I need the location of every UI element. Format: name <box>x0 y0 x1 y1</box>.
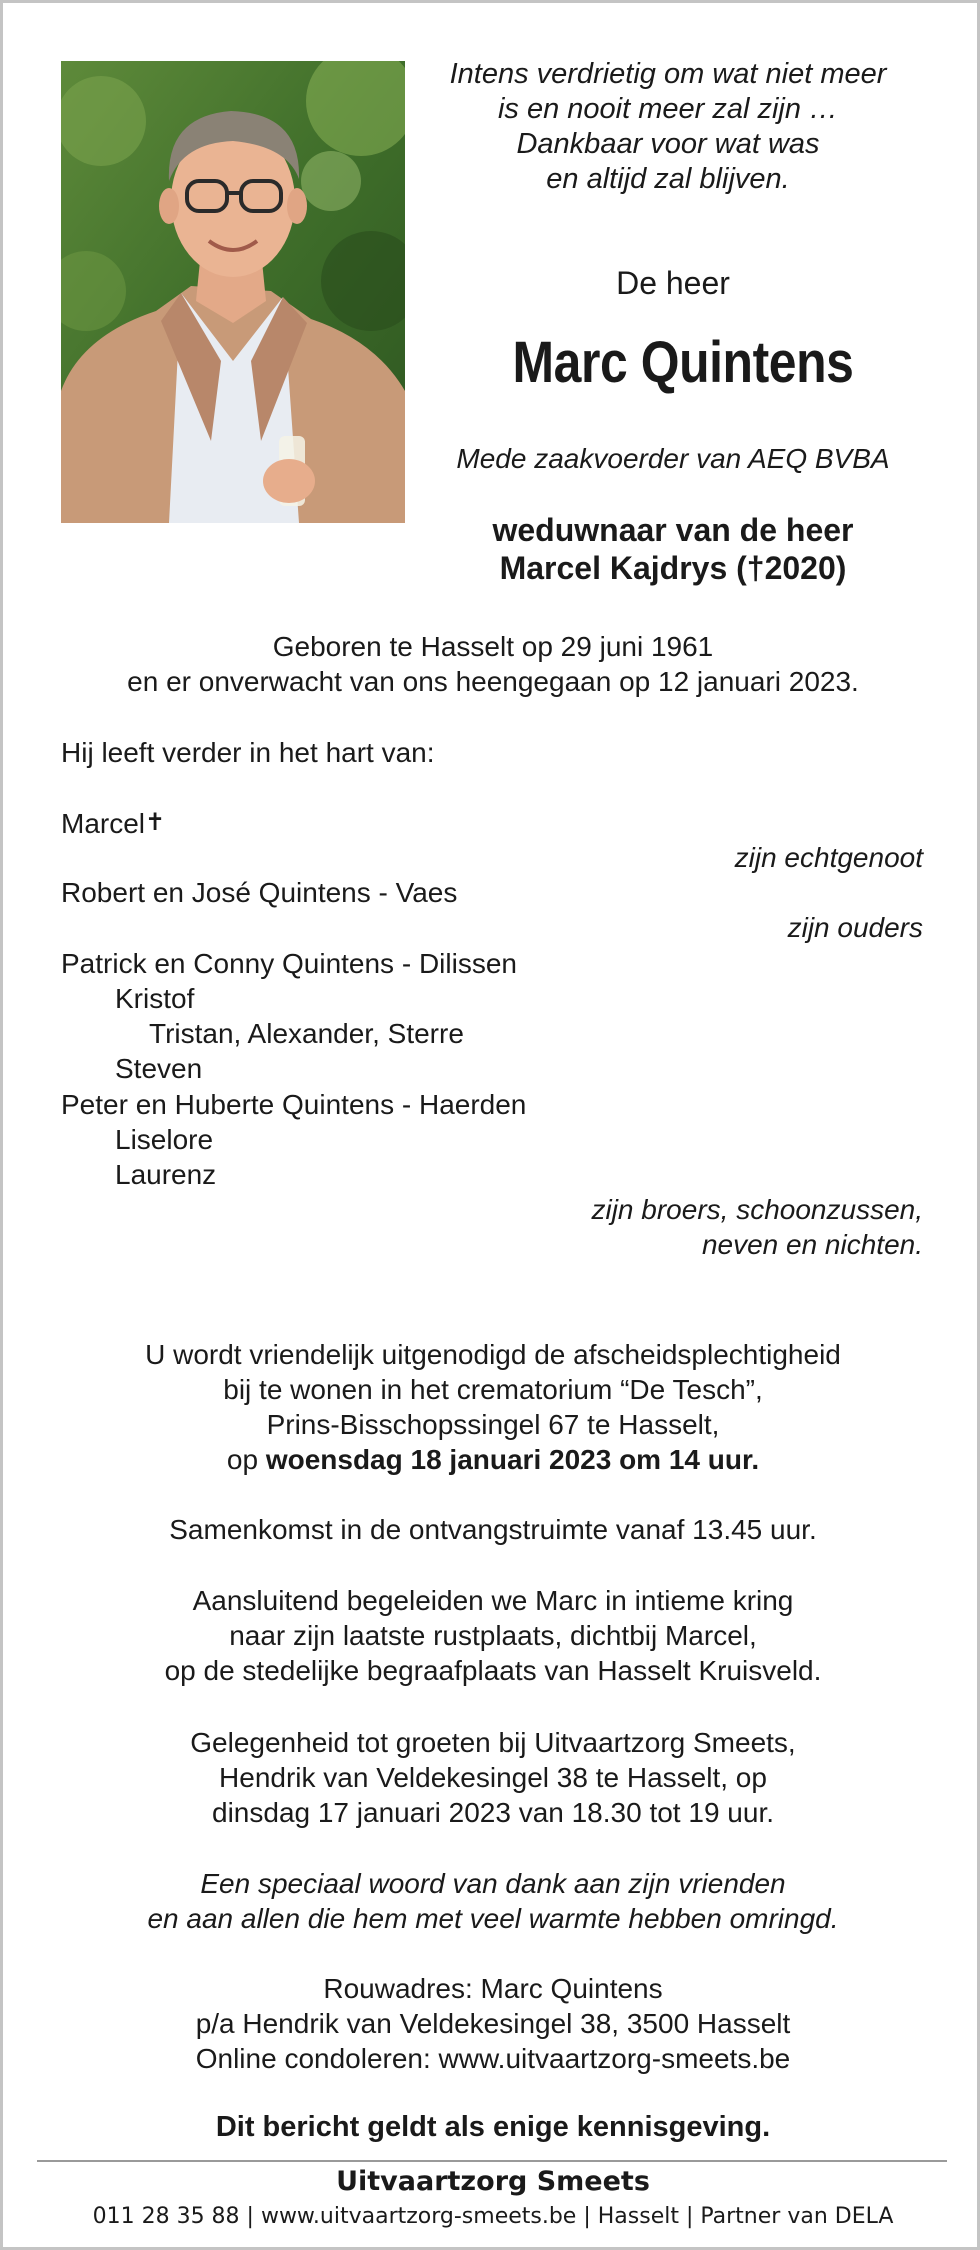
funeral-home-name: Uitvaartzorg Smeets <box>336 2166 650 2197</box>
ceremony-line: bij te wonen in het crematorium “De Tesch”, <box>223 1374 763 1405</box>
family-grandchildren: Tristan, Alexander, Sterre <box>149 1018 464 1049</box>
widower-line: weduwnaar van de heer <box>492 512 854 548</box>
birth-line: Geboren te Hasselt op 29 juni 1961 <box>272 631 714 662</box>
poem-line: Dankbaar voor wat was <box>516 128 820 160</box>
visitation-line: dinsdag 17 januari 2023 van 18.30 tot 19 uur. <box>212 1797 774 1828</box>
funeral-home-contact: 011 28 35 88 | www.uitvaartzorg-smeets.be | Hasselt | Partner van DELA <box>92 2204 894 2229</box>
death-line: en er onverwacht van ons heengegaan op 12 januari 2023. <box>127 666 859 697</box>
family-brother: Peter en Huberte Quintens - Haerden <box>61 1089 527 1120</box>
family-nephew: Laurenz <box>115 1159 217 1190</box>
deceased-role: Mede zaakvoerder van AEQ BVBA <box>456 443 890 474</box>
widower-line: Marcel Kajdrys (†2020) <box>499 550 847 586</box>
poem-line: en altijd zal blijven. <box>546 163 790 195</box>
family-brother: Patrick en Conny Quintens - Dilissen <box>61 948 517 979</box>
family-niece: Liselore <box>115 1124 214 1155</box>
cross-icon: ✝ <box>145 809 166 836</box>
poem <box>413 57 923 197</box>
family-parents: Robert en José Quintens - Vaes <box>61 877 458 908</box>
burial-info <box>43 1583 943 1688</box>
survived-by-intro: Hij leeft verder in het hart van: <box>61 737 435 768</box>
spouse-name: Marcel <box>61 808 146 839</box>
burial-line: naar zijn laatste rustplaats, dichtbij Marcel, <box>229 1620 757 1651</box>
ceremony-date-prefix: op <box>226 1444 266 1475</box>
thanks-line: en aan allen die hem met veel warmte hebben omringd. <box>147 1903 839 1934</box>
ceremony-invitation <box>43 1337 943 1477</box>
address-line: Online condoleren: www.uitvaartzorg-smeets.be <box>195 2043 791 2074</box>
relation-parents: zijn ouders <box>787 912 923 943</box>
visitation-info <box>43 1725 943 1830</box>
ceremony-line: Prins-Bisschopssingel 67 te Hasselt, <box>266 1409 720 1440</box>
mourning-address <box>43 1971 943 2076</box>
address-line: p/a Hendrik van Veldekesingel 38, 3500 Hasselt <box>195 2008 791 2039</box>
ceremony-line: U wordt vriendelijk uitgenodigd de afscheidsplechtigheid <box>145 1339 841 1370</box>
deceased-name: Marc Quintens <box>512 330 854 395</box>
visitation-line: Gelegenheid tot groeten bij Uitvaartzorg Smeets, <box>190 1727 796 1758</box>
family-nephew: Kristof <box>115 983 195 1014</box>
widower-of <box>413 511 933 587</box>
notice-statement: Dit bericht geldt als enige kennisgeving. <box>215 2111 771 2143</box>
portrait-photo <box>61 61 405 523</box>
burial-line: Aansluitend begeleiden we Marc in intieme kring <box>192 1585 794 1616</box>
gathering-info: Samenkomst in de ontvangstruimte vanaf 13.45 uur. <box>169 1514 817 1545</box>
relation-spouse: zijn echtgenoot <box>734 842 923 873</box>
family-spouse <box>61 805 165 840</box>
burial-line: op de stedelijke begraafplaats van Hasselt Kruisveld. <box>164 1655 822 1686</box>
poem-line: is en nooit meer zal zijn … <box>497 93 839 125</box>
thanks-note <box>43 1866 943 1936</box>
footer-divider <box>37 2160 947 2162</box>
thanks-line: Een speciaal woord van dank aan zijn vrienden <box>200 1868 786 1899</box>
birth-death-dates <box>43 629 943 699</box>
relation-siblings: zijn broers, schoonzussen, <box>591 1194 923 1225</box>
address-line: Rouwadres: Marc Quintens <box>323 1973 663 2004</box>
ceremony-date-bold: woensdag 18 januari 2023 om 14 uur. <box>265 1444 760 1475</box>
visitation-line: Hendrik van Veldekesingel 38 te Hasselt, op <box>219 1762 767 1793</box>
ceremony-date <box>43 1442 943 1477</box>
family-nephew: Steven <box>115 1053 203 1084</box>
honorific: De heer <box>616 265 730 301</box>
relation-siblings: neven en nichten. <box>701 1229 923 1260</box>
poem-line: Intens verdrietig om wat niet meer <box>449 58 887 90</box>
